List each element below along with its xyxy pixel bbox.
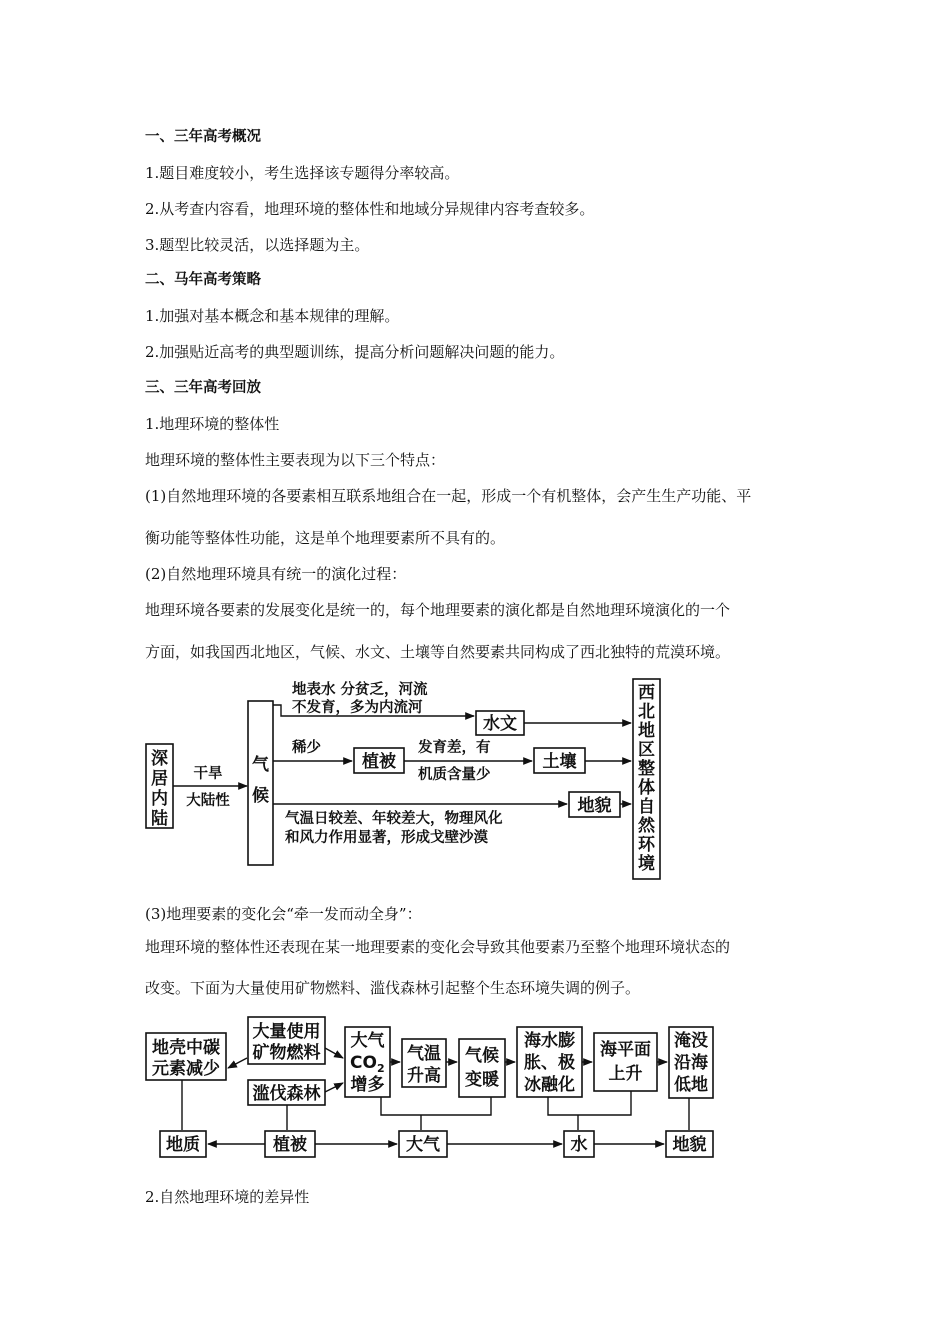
flood-line-3: 低地 [674, 1075, 708, 1095]
point-3-line-1: 地理环境的整体性还表现在某一地理要素的变化会导致其他要素乃至整个地理环境状态的 [145, 938, 731, 956]
northwest-char-8: 然 [638, 816, 655, 836]
landform-label-2: 地貌 [672, 1135, 707, 1155]
co2-top-label: 大气 [350, 1031, 385, 1051]
arrow-fossil-to-co2 [325, 1048, 343, 1058]
subheading-integrity: 1.地理环境的整体性 [145, 415, 280, 433]
point-1-line-2: 衡功能等整体性功能，这是单个地理要素所不具有的。 [145, 529, 506, 547]
surface-water-line-1: 地表水 分贫乏，河流 [292, 682, 428, 698]
soil-label: 土壤 [542, 752, 577, 772]
flood-line-1: 淹没 [674, 1031, 708, 1051]
crust-line-2: 元素减少 [152, 1059, 220, 1079]
section-3-title: 三、三年高考回放 [145, 380, 261, 396]
northwest-diagram [146, 679, 660, 879]
inland-char-4: 陆 [151, 809, 168, 829]
sea-ice-line-3: 冰融化 [524, 1075, 575, 1095]
hydrology-label: 水文 [483, 714, 517, 734]
poor-development-line-1: 发育差，有 [418, 740, 491, 756]
point-2-line-2: 方面，如我国西北地区，气候、水文、土壤等自然要素共同构成了西北独特的荒漠环境。 [145, 643, 731, 661]
section-1-title: 一、三年高考概况 [145, 129, 261, 145]
point-2-title: (2)自然地理环境具有统一的演化过程： [145, 565, 407, 583]
co2-subscript: 2 [376, 1062, 385, 1075]
deforestation-label: 滥伐森林 [252, 1084, 321, 1104]
climate-char-1: 气 [252, 755, 269, 775]
landform-label: 地貌 [577, 796, 612, 816]
northwest-char-9: 环 [638, 835, 655, 855]
inland-char-1: 深 [151, 749, 168, 769]
surface-water-line-2: 不发育，多为内流河 [292, 700, 423, 716]
co2-climate-connector [381, 1097, 491, 1115]
vegetation-label: 植被 [362, 752, 396, 772]
northwest-char-10: 境 [638, 854, 655, 874]
crust-line-1: 地壳中碳 [152, 1038, 220, 1058]
point-3-line-2: 改变。下面为大量使用矿物燃料、滥伐森林引起整个生态环境失调的例子。 [145, 979, 641, 997]
northwest-char-4: 区 [638, 740, 655, 760]
sea-level-line-2: 上升 [608, 1064, 643, 1084]
fossil-line-2: 矿物燃料 [252, 1043, 321, 1063]
atmosphere-label: 大气 [406, 1135, 440, 1155]
section-2-title: 二、马年高考策略 [145, 272, 261, 288]
section-1-item-2: 2.从考查内容看，地理环境的整体性和地域分异规律内容考查较多。 [145, 200, 595, 218]
section-2-item-1: 1.加强对基本概念和基本规律的理解。 [145, 307, 400, 325]
point-1-line-1: (1)自然地理环境的各要素相互联系地组合在一起，形成一个有机整体，会产生生产功能、平 [145, 487, 752, 505]
fossil-line-1: 大量使用 [252, 1022, 321, 1042]
water-label: 水 [570, 1135, 588, 1155]
vegetation-label-2: 植被 [273, 1135, 307, 1155]
climate-warming-line-1: 气候 [465, 1046, 499, 1066]
temperature-line-2: 和风力作用显著，形成戈壁沙漠 [285, 830, 488, 846]
integrity-intro: 地理环境的整体性主要表现为以下三个特点： [145, 451, 446, 469]
northwest-char-6: 体 [638, 778, 655, 798]
climate-box [248, 701, 273, 865]
arrow-fossil-to-crust [228, 1058, 247, 1068]
subheading-difference: 2.自然地理环境的差异性 [145, 1188, 310, 1206]
northwest-char-5: 整 [638, 759, 655, 779]
flood-line-2: 沿海 [674, 1053, 708, 1073]
co2-bottom-label: 增多 [350, 1075, 385, 1095]
arrow-deforest-to-co2 [325, 1083, 343, 1092]
northwest-char-1: 西 [638, 683, 655, 703]
climate-warming-line-2: 变暖 [465, 1070, 499, 1090]
poor-development-line-2: 机质含量少 [418, 767, 491, 783]
northwest-char-3: 地 [638, 721, 655, 741]
sea-level-line-1: 海平面 [600, 1040, 651, 1060]
inland-char-3: 内 [151, 789, 168, 809]
northwest-char-7: 自 [638, 797, 655, 817]
geology-label: 地质 [166, 1135, 200, 1155]
section-2-item-2: 2.加强贴近高考的典型题训练，提高分析问题解决问题的能力。 [145, 343, 565, 361]
continental-label: 大陆性 [186, 793, 230, 809]
dry-label: 干旱 [193, 766, 223, 782]
section-1-item-1: 1.题目难度较小，考生选择该专题得分率较高。 [145, 164, 460, 182]
temperature-line-1: 气温日较差、年较差大，物理风化 [285, 811, 503, 827]
ecology-diagram [146, 1017, 713, 1157]
co2-main: CO [350, 1053, 377, 1073]
section-1-item-3: 3.题型比较灵活，以选择题为主。 [145, 236, 370, 254]
sea-ice-line-2: 胀、极 [524, 1053, 575, 1073]
climate-char-2: 候 [252, 786, 269, 806]
temperature-line-1b: 气温 [407, 1044, 441, 1064]
point-2-line-1: 地理环境各要素的发展变化是统一的，每个地理要素的演化都是自然地理环境演化的一个 [145, 601, 731, 619]
sea-ice-line-1: 海水膨 [524, 1031, 575, 1051]
inland-char-2: 居 [151, 769, 168, 789]
northwest-char-2: 北 [638, 702, 655, 722]
temperature-line-2b: 升高 [407, 1066, 441, 1086]
point-3-title: (3)地理要素的变化会“牵一发而动全身”： [145, 905, 422, 923]
sparse-label: 稀少 [292, 740, 321, 756]
